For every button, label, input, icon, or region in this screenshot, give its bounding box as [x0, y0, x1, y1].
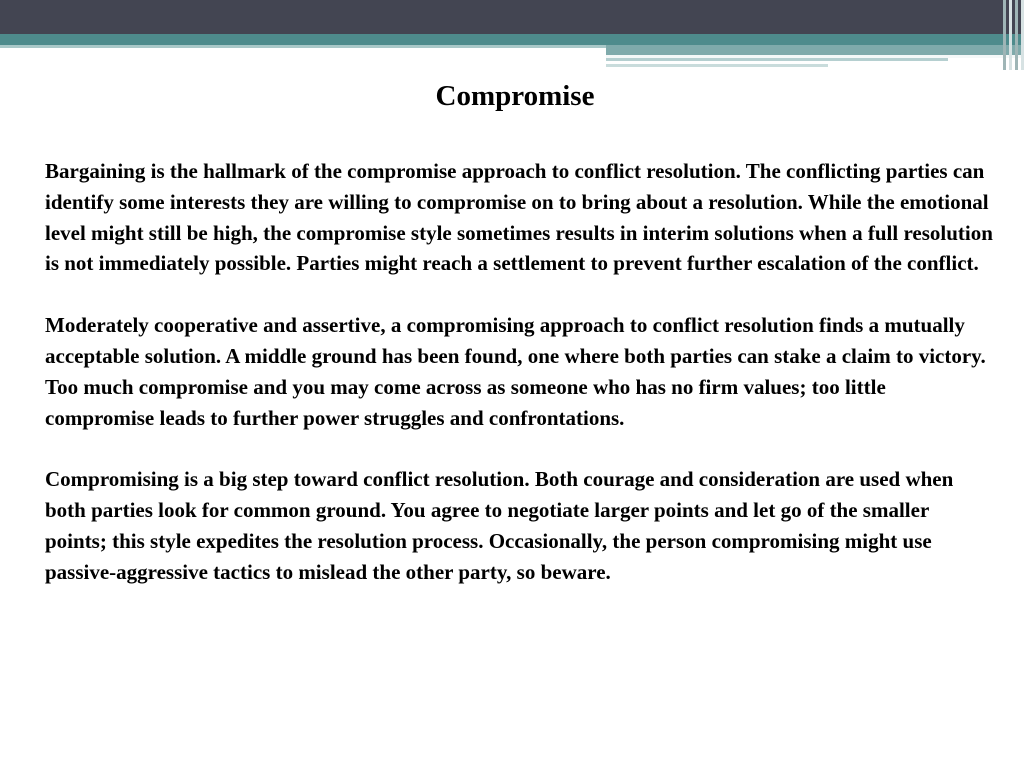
banner-thin-stripe-short [606, 64, 828, 67]
paragraph-cooperative: Moderately cooperative and assertive, a compromising approach to conflict resolution finds a mutually acceptable solution. A middle ground has been found, one where both parties can stake a claim to victory. Too much compromise and you may come across as someone who has no firm values; too little compromise leads to further power struggles and confrontations. [45, 313, 986, 430]
header-banner [0, 0, 1024, 75]
banner-dark-band [0, 0, 1024, 34]
banner-light-stripe-right [606, 45, 1024, 55]
paragraph-bargaining: Bargaining is the hallmark of the compromise approach to conflict resolution. The conflicting parties can identify some interests they are willing to compromise on to bring about a resolution. While the emotional level might still be high, the compromise style sometimes results in interim solutions when a full resolution is not immediately possible. Parties might reach a settlement to prevent further escalation of the conflict. [45, 159, 993, 276]
banner-teal-band [0, 34, 1024, 45]
banner-edge-bar [1009, 0, 1012, 70]
banner-edge-bars [994, 0, 1024, 70]
banner-light-stripe-left [0, 45, 606, 48]
banner-edge-bar [1015, 0, 1018, 70]
banner-thin-stripe [606, 58, 948, 61]
slide-title: Compromise [435, 80, 595, 112]
paragraph-compromising: Compromising is a big step toward conflict resolution. Both courage and consideration are used when both parties look for common ground. You agree to negotiate larger points and let go of the smaller points; this style expedites the resolution process. Occasionally, the person compromising might use passive-aggressive tactics to mislead the other party, so beware. [45, 467, 954, 584]
slide-body [45, 156, 995, 619]
banner-edge-bar [1003, 0, 1006, 70]
